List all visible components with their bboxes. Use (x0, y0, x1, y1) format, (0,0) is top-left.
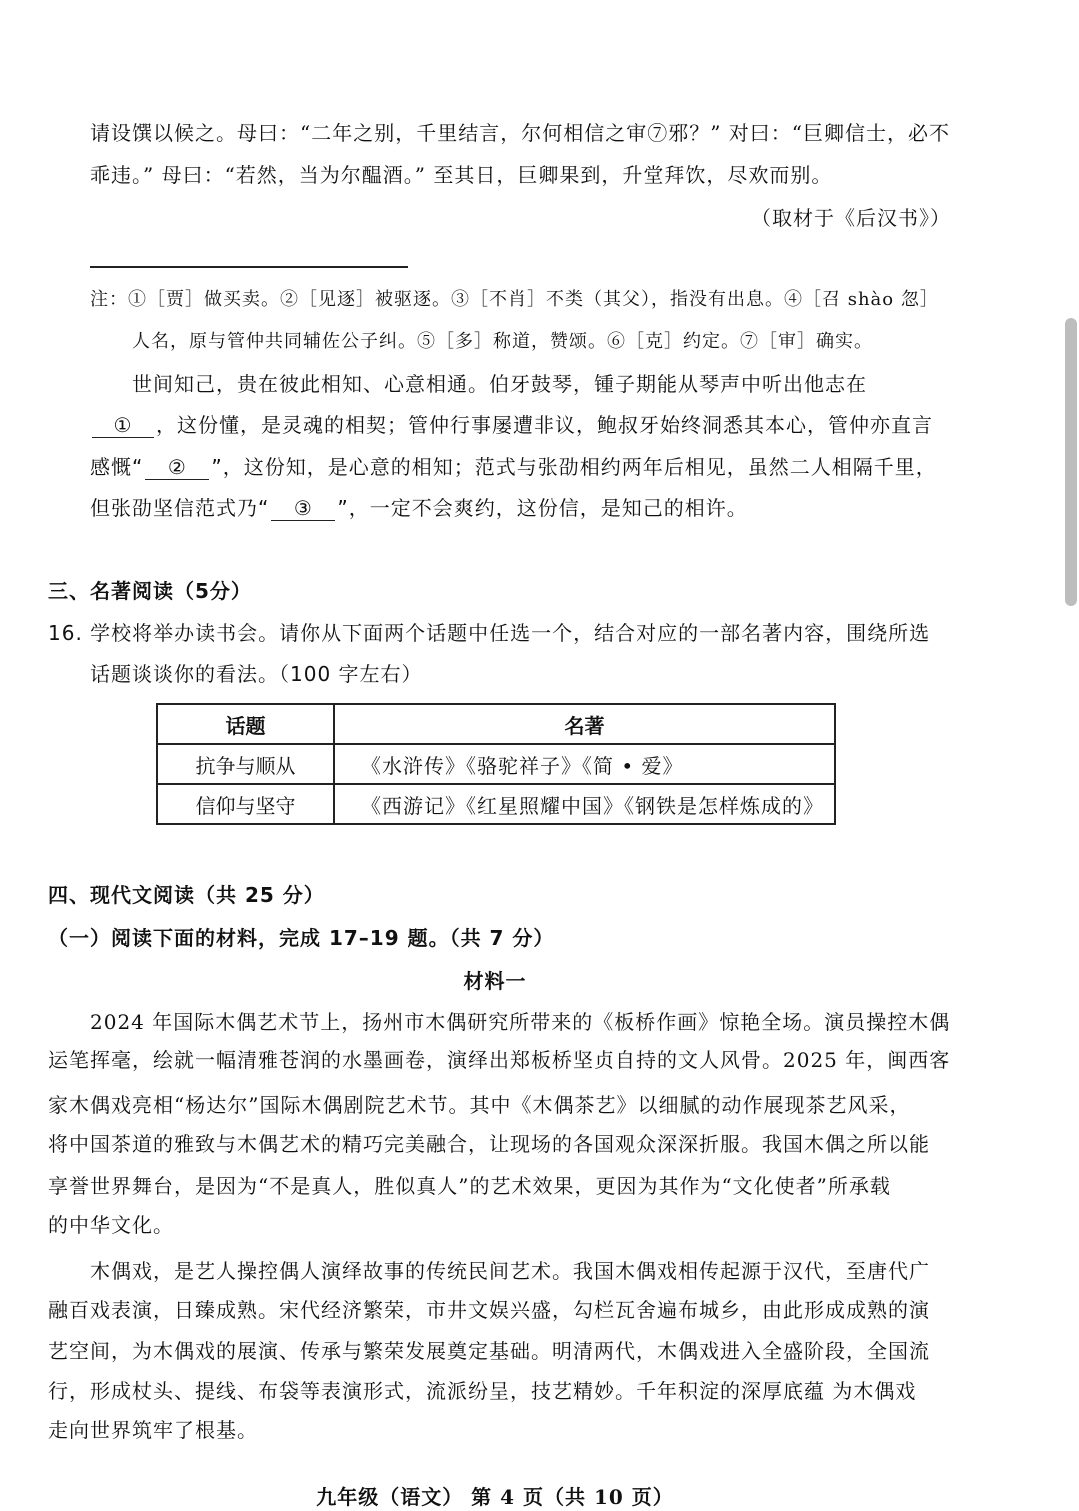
question-16: 16. 学校将举办读书会。请你从下面两个话题中任选一个，结合对应的一部名著内容，围绕所选 (48, 621, 931, 645)
material-line: 的中华文化。 (48, 1213, 174, 1237)
material-line: 运笔挥毫，绘就一幅清雅苍润的水墨画卷，演绎出郑板桥坚贞自持的文人风骨。2025 年，闽西客 (48, 1048, 951, 1072)
material-line: 走向世界筑牢了根基。 (48, 1418, 258, 1442)
answer-blank-3[interactable]: ③ (271, 496, 335, 521)
table-row (157, 744, 835, 784)
topic-cell: 信仰与坚守 (157, 784, 334, 824)
works-cell: 《西游记》《红星照耀中国》《钢铁是怎样炼成的》 (334, 784, 835, 824)
summary-text: ，这份懂，是灵魂的相契；管仲行事屡遭非议，鲍叔牙始终洞悉其本心，管仲亦直言 (156, 413, 933, 437)
material-line: 木偶戏，是艺人操控偶人演绎故事的传统民间艺术。我国木偶戏相传起源于汉代，至唐代广 (90, 1259, 930, 1283)
works-cell: 《水浒传》《骆驼祥子》《简 • 爱》 (334, 744, 835, 784)
scrollbar-thumb[interactable] (1065, 318, 1077, 606)
section-heading: 三、名著阅读（5分） (48, 579, 252, 603)
material-line: 行，形成杖头、提线、布袋等表演形式，流派纷呈，技艺精妙。千年积淀的深厚底蕴 为木偶戏 (48, 1379, 917, 1403)
material-line: 享誉世界舞台，是因为“不是真人，胜似真人”的艺术效果，更因为其作为“文化使者”所承载 (48, 1174, 891, 1198)
header-works: 名著 (334, 704, 835, 744)
header-topic: 话题 (157, 704, 334, 744)
summary-text: 但张劭坚信范式乃“ (90, 496, 270, 520)
summary-line: 世间知己，贵在彼此相知、心意相通。伯牙鼓琴，锺子期能从琴声中听出他志在 (132, 372, 867, 396)
material-line: 2024 年国际木偶艺术节上，扬州市木偶研究所带来的《板桥作画》惊艳全场。演员操控木偶 (90, 1010, 951, 1034)
page-footer: 九年级（语文） 第 4 页（共 10 页） (316, 1485, 674, 1509)
summary-text: ”，这份知，是心意的相知；范式与张劭相约两年后相见，虽然二人相隔千里， (211, 455, 937, 479)
section-heading: 四、现代文阅读（共 25 分） (48, 883, 325, 907)
material-title: 材料一 (463, 969, 527, 993)
summary-line (90, 453, 937, 481)
summary-line (90, 494, 748, 522)
summary-line (90, 411, 933, 439)
summary-text: 感慨“ (90, 455, 144, 479)
material-line: 融百戏表演，日臻成熟。宋代经济繁荣，市井文娱兴盛，勾栏瓦舍遍布城乡，由此形成成熟的演 (48, 1298, 930, 1322)
summary-text: ”，一定不会爽约，这份信，是知己的相许。 (337, 496, 748, 520)
notes-divider (90, 266, 408, 268)
passage-source: （取材于《后汉书》） (751, 206, 951, 230)
passage-line: 请设馔以候之。母曰：“二年之别，千里结言，尔何相信之审⑦邪？” 对曰：“巨卿信士，必不 (90, 121, 951, 145)
notes-line: 注：①［贾］做买卖。②［见逐］被驱逐。③［不肖］不类（其父），指没有出息。④［召 shào 忽］ (90, 289, 939, 310)
sub-heading: （一）阅读下面的材料，完成 17–19 题。（共 7 分） (48, 926, 555, 950)
passage-line: 乖违。” 母曰：“若然，当为尔醖酒。” 至其日，巨卿果到，升堂拜饮，尽欢而别。 (90, 163, 833, 187)
topic-cell: 抗争与顺从 (157, 744, 334, 784)
answer-blank-2[interactable]: ② (145, 455, 209, 480)
material-line: 将中国茶道的雅致与木偶艺术的精巧完美融合，让现场的各国观众深深折服。我国木偶之所以能 (48, 1132, 930, 1156)
material-line: 家木偶戏亮相“杨达尔”国际木偶剧院艺术节。其中《木偶茶艺》以细腻的动作展现茶艺风采， (48, 1093, 911, 1117)
table-header-row (157, 704, 835, 744)
books-table (156, 703, 836, 825)
notes-line: 人名，原与管仲共同辅佐公子纠。⑤［多］称道，赞颂。⑥［克］约定。⑦［审］确实。 (132, 331, 873, 352)
material-line: 艺空间，为木偶戏的展演、传承与繁荣发展奠定基础。明清两代，木偶戏进入全盛阶段，全国流 (48, 1339, 930, 1363)
table-row (157, 784, 835, 824)
answer-blank-1[interactable]: ① (92, 413, 154, 438)
question-16-cont: 话题谈谈你的看法。（100 字左右） (90, 662, 423, 686)
